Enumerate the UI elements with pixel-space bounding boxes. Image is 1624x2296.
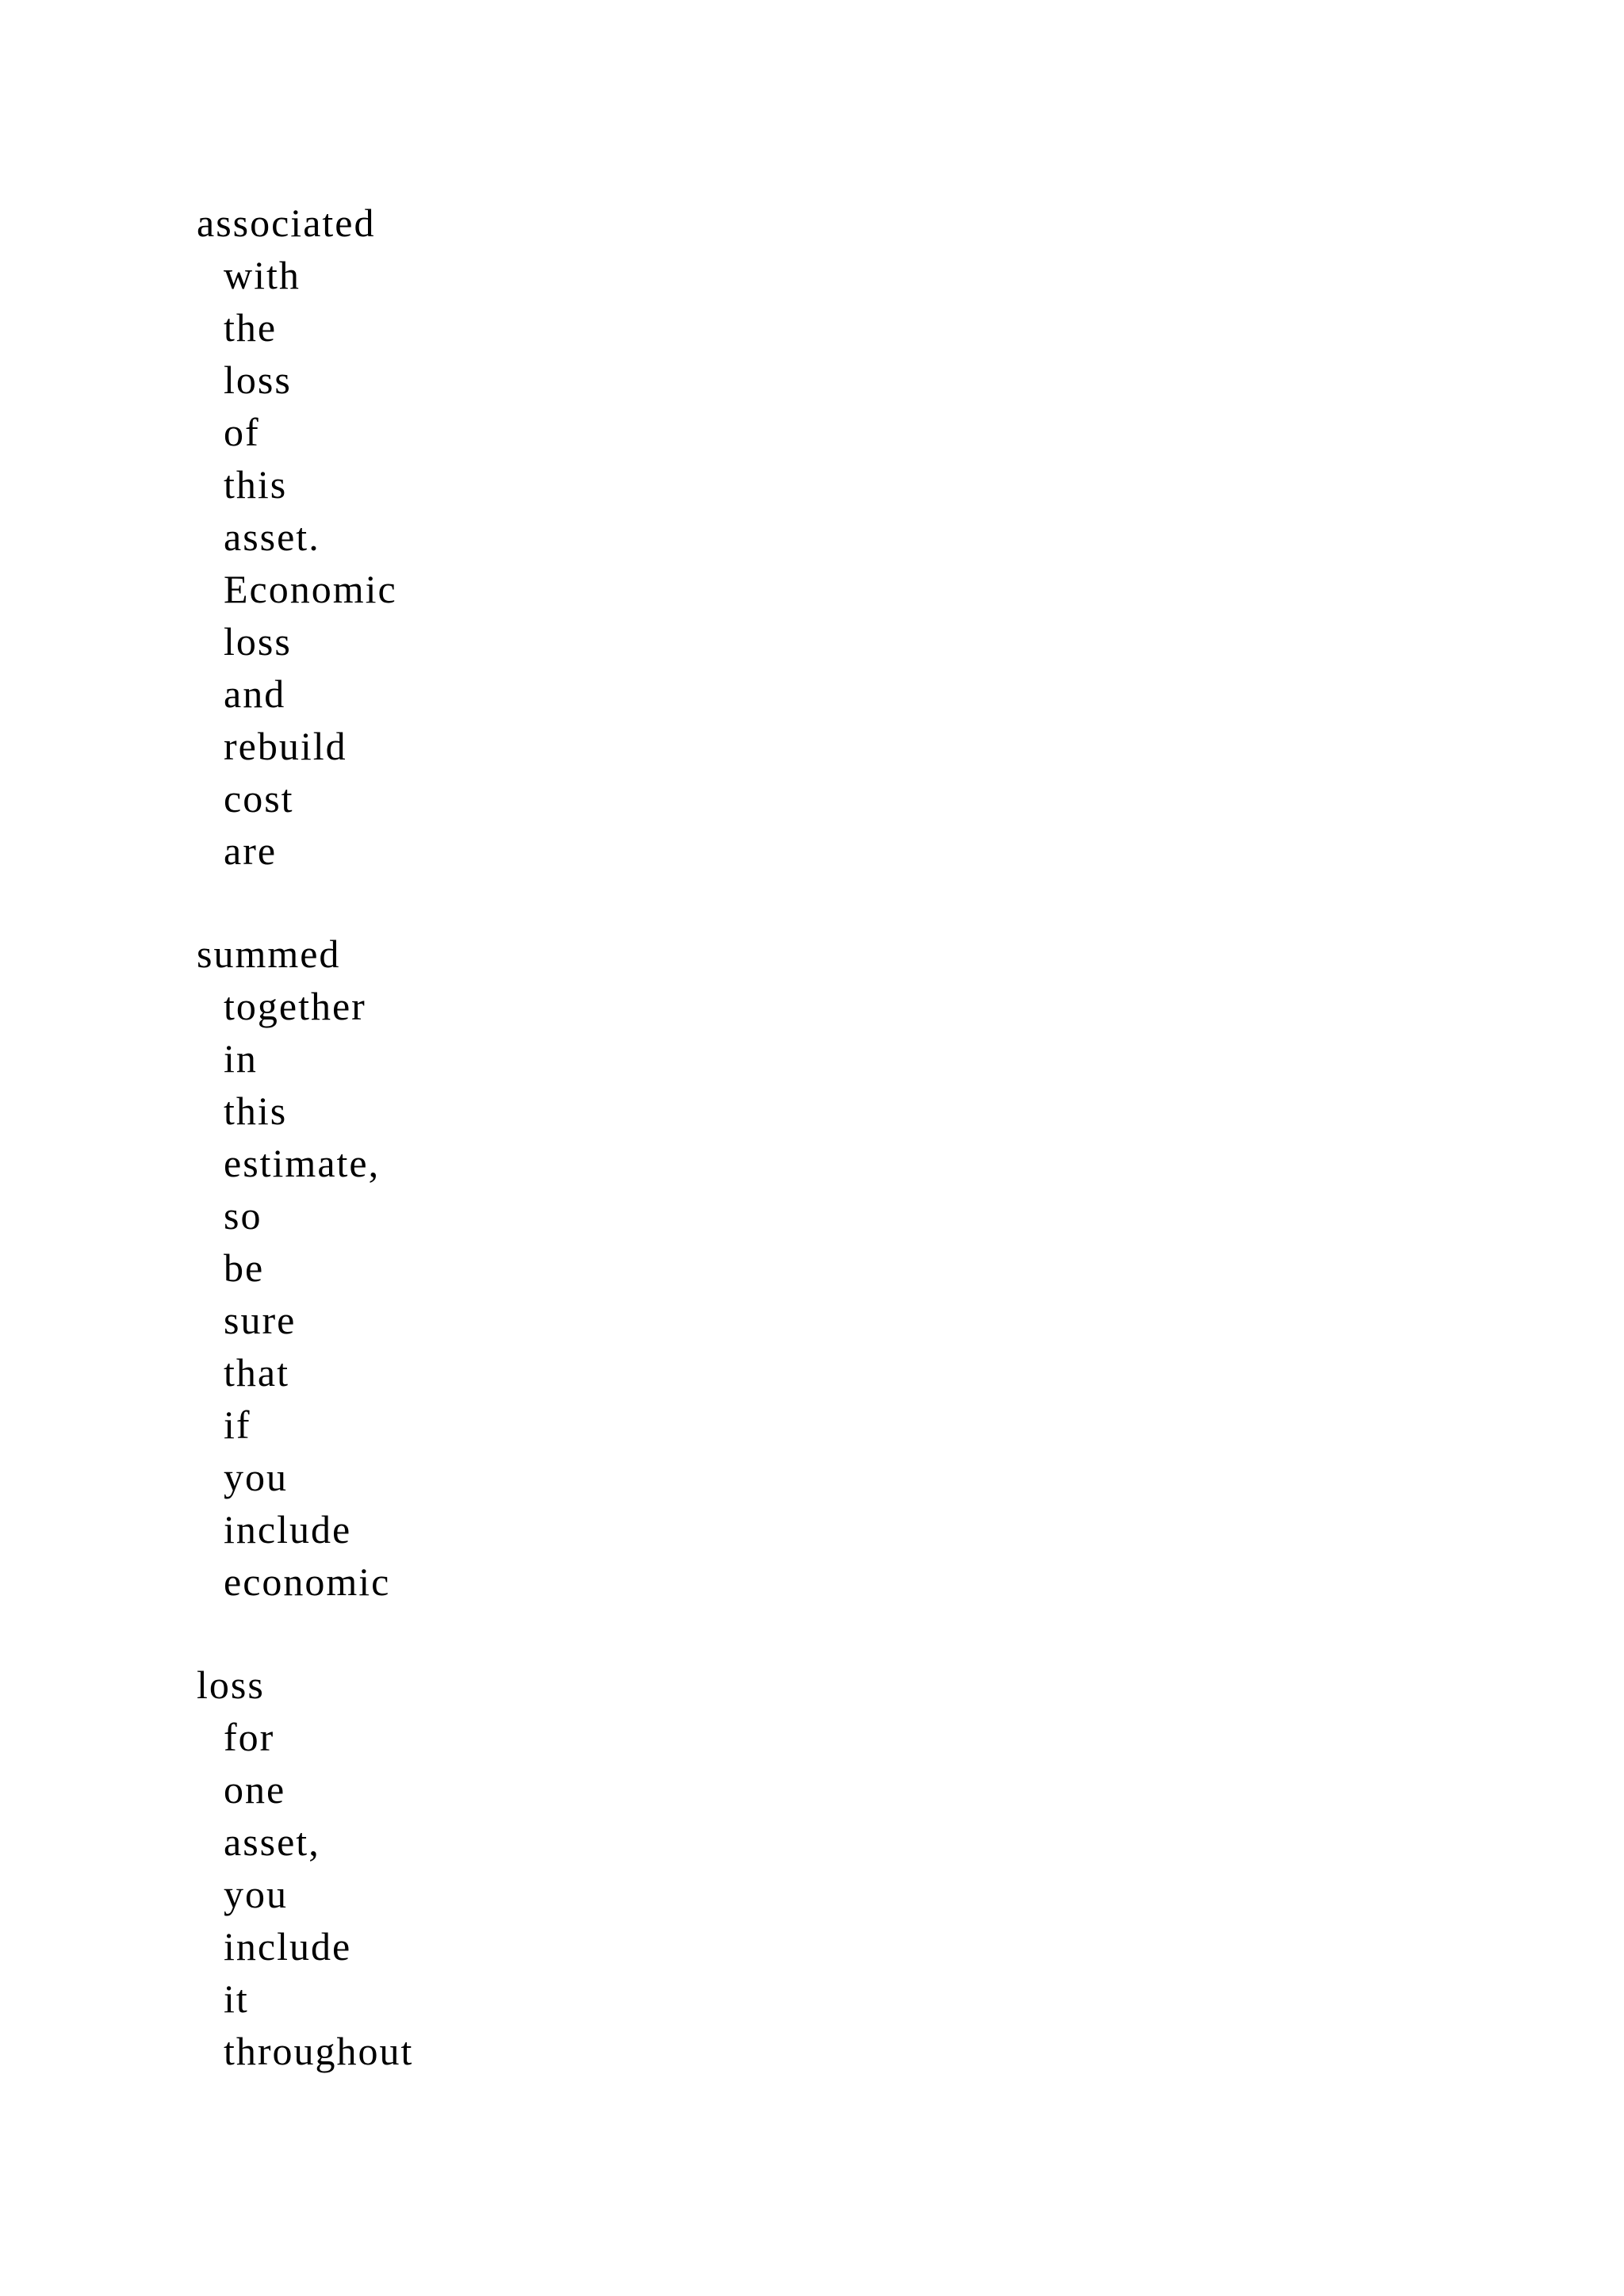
paragraph-first-word: summed [197, 932, 341, 976]
word-line: so [224, 1193, 262, 1238]
word-line: one [224, 1767, 286, 1812]
word-line: loss [224, 358, 292, 402]
paragraph-first-word: associated [197, 201, 376, 245]
word-line: asset. [224, 515, 320, 559]
word-line: of [224, 410, 260, 454]
word-line: and [224, 672, 286, 716]
word-line: be [224, 1246, 265, 1290]
word-line: asset, [224, 1820, 320, 1864]
word-line: it [224, 1976, 249, 2021]
word-line: loss [224, 619, 292, 664]
word-line: the [224, 305, 278, 350]
word-line: with [224, 253, 301, 297]
word-line: you [224, 1872, 288, 1916]
word-line: economic [224, 1559, 391, 1604]
word-line: for [224, 1715, 275, 1759]
word-line: include [224, 1924, 352, 1969]
paragraph-2 [197, 928, 910, 1608]
word-line: estimate, [224, 1141, 381, 1185]
word-line: include [224, 1507, 352, 1552]
word-line: if [224, 1402, 251, 1447]
paragraph-1 [197, 197, 910, 877]
word-line: together [224, 984, 366, 1028]
word-line: in [224, 1036, 258, 1081]
paragraph-3 [197, 1659, 910, 2077]
word-line: this [224, 1089, 288, 1133]
word-line: sure [224, 1298, 297, 1342]
word-line: that [224, 1350, 289, 1395]
word-line: you [224, 1455, 288, 1499]
paragraph-first-word: loss [197, 1663, 265, 1707]
word-line: Economic [224, 567, 397, 611]
word-line: throughout [224, 2029, 414, 2073]
word-line: rebuild [224, 724, 347, 768]
word-line: this [224, 462, 288, 507]
word-line: cost [224, 776, 294, 821]
word-line: are [224, 828, 278, 873]
